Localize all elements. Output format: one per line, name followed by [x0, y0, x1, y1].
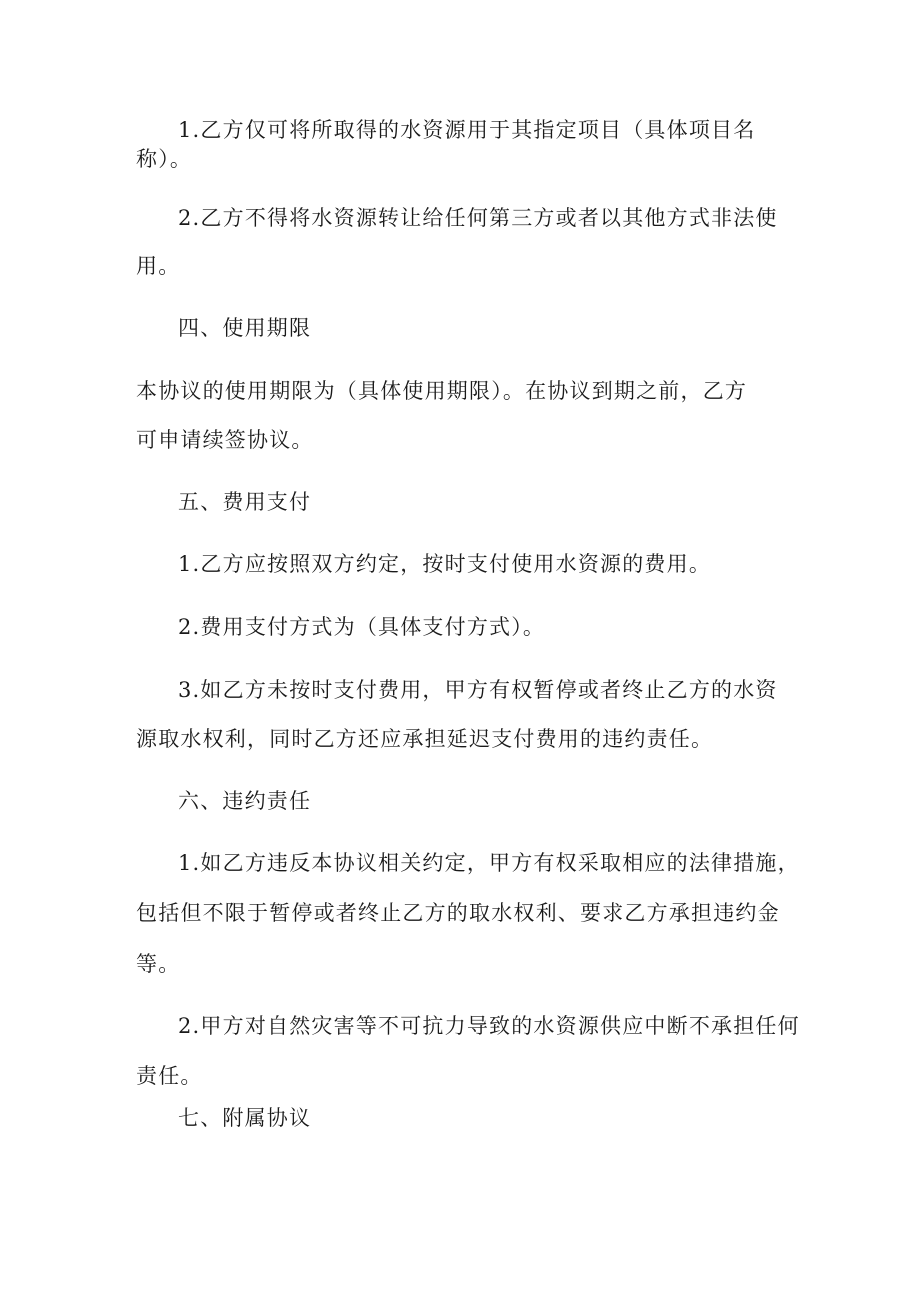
clause-3-1-line-1: 1.乙方仅可将所取得的水资源用于其指定项目（具体项目名: [178, 118, 756, 142]
section-4-line-1: 本协议的使用期限为（具体使用期限）。在协议到期之前，乙方: [136, 379, 748, 403]
clause-5-2-line-1: 2.费用支付方式为（具体支付方式）。: [178, 615, 546, 639]
section-4-line-2: 可申请续签协议。: [136, 428, 314, 452]
clause-6-1-line-1: 1.如乙方违反本协议相关约定，甲方有权采取相应的法律措施，: [178, 851, 800, 875]
clause-3-2-line-2: 用。: [136, 254, 181, 278]
clause-6-1-line-3: 等。: [136, 952, 181, 976]
clause-3-1-line-2: 称）。: [136, 147, 193, 171]
clause-3-2-line-1: 2.乙方不得将水资源转让给任何第三方或者以其他方式非法使: [178, 206, 778, 230]
section-heading-4: 四、使用期限: [178, 316, 312, 340]
section-heading-6: 六、违约责任: [178, 789, 312, 813]
clause-5-3-line-1: 3.如乙方未按时支付费用，甲方有权暂停或者终止乙方的水资: [178, 678, 778, 702]
section-heading-7: 七、附属协议: [178, 1106, 312, 1130]
clause-6-2-line-2: 责任。: [136, 1064, 203, 1088]
clause-5-3-line-2: 源取水权利，同时乙方还应承担延迟支付费用的违约责任。: [136, 727, 714, 751]
clause-6-2-line-1: 2.甲方对自然灾害等不可抗力导致的水资源供应中断不承担任何: [178, 1014, 800, 1038]
clause-5-1-line-1: 1.乙方应按照双方约定，按时支付使用水资源的费用。: [178, 552, 712, 576]
section-heading-5: 五、费用支付: [178, 490, 312, 514]
clause-6-1-line-2: 包括但不限于暂停或者终止乙方的取水权利、要求乙方承担违约金: [136, 901, 780, 925]
